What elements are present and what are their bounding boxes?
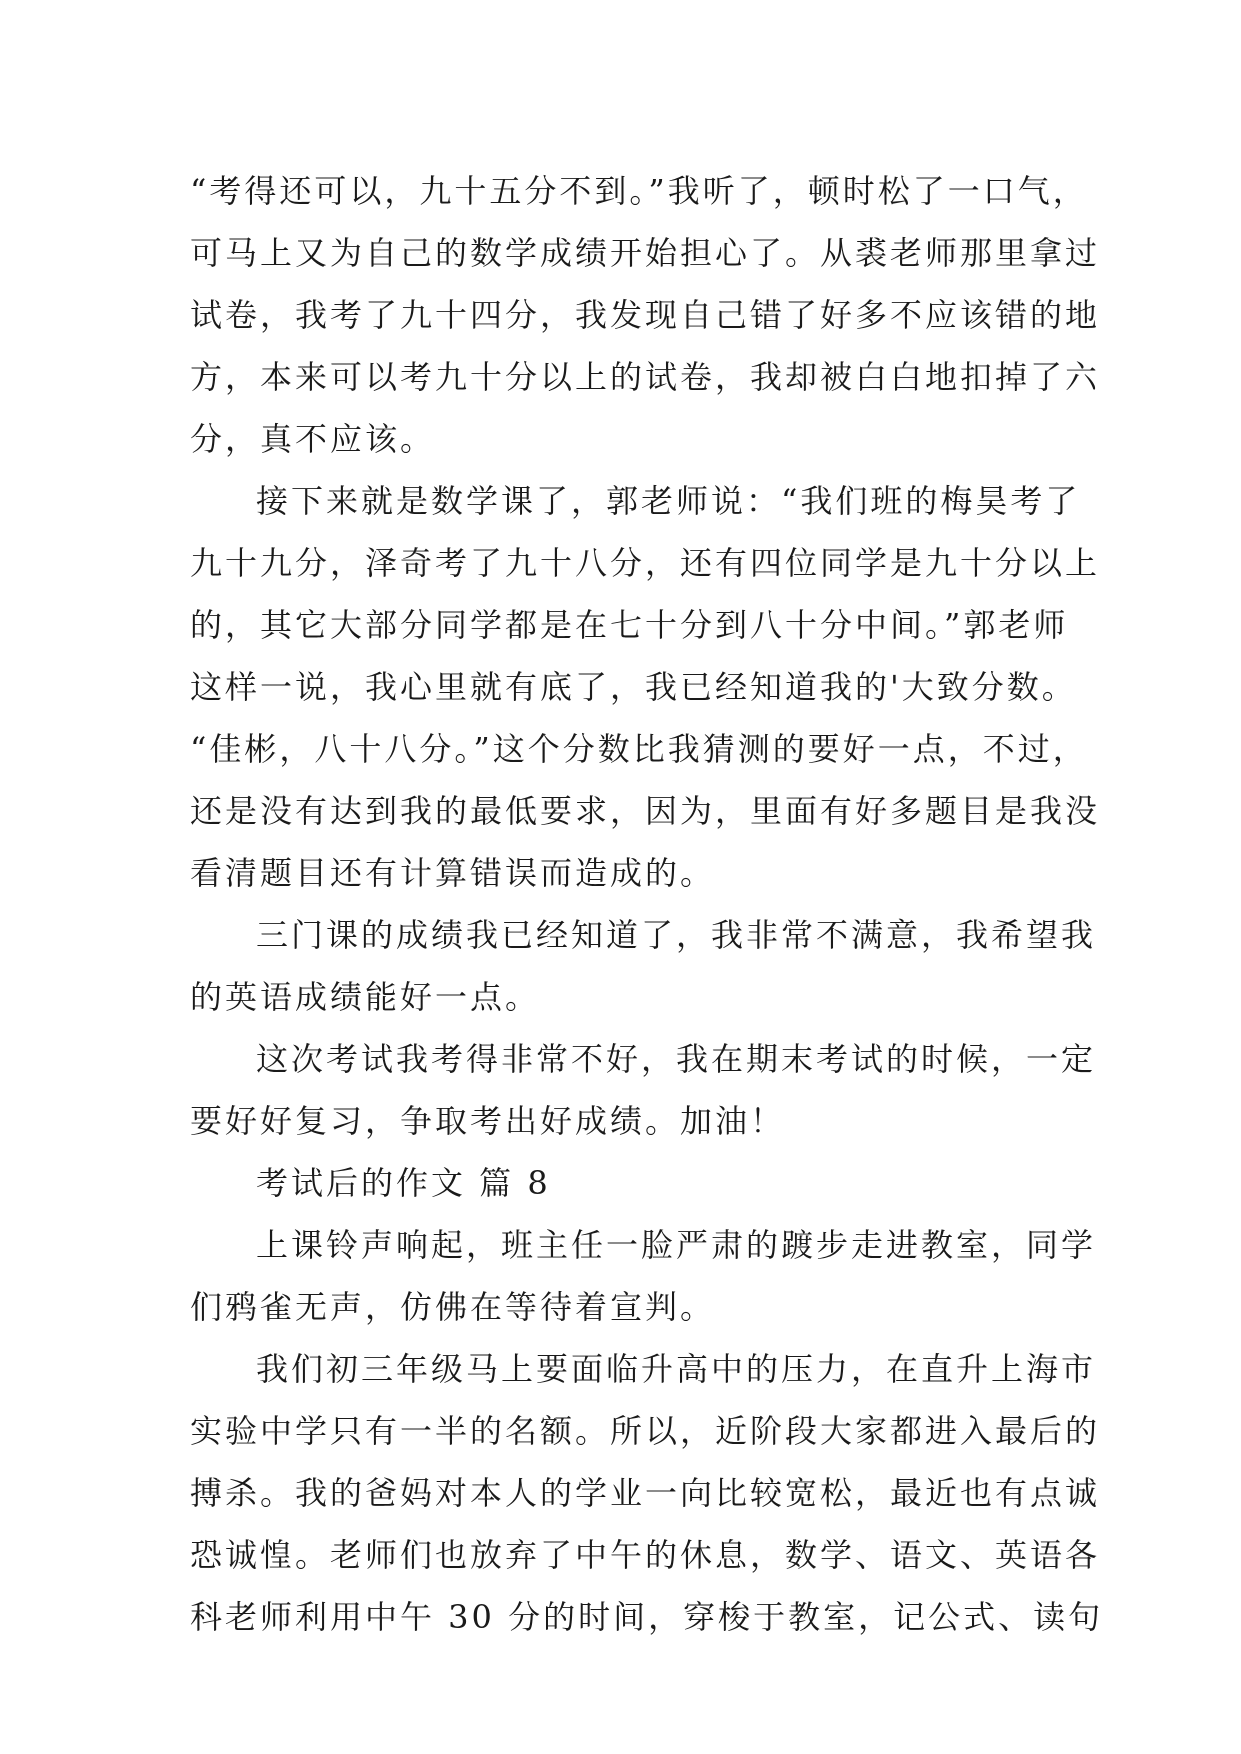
text-line-23: 恐诚惶。老师们也放弃了中午的休息，数学、语文、英语各 xyxy=(190,1536,1101,1574)
text-line-21: 实验中学只有一半的名额。所以，近阶段大家都进入最后的 xyxy=(190,1412,1101,1450)
text-line-14: 的英语成绩能好一点。 xyxy=(190,978,541,1016)
text-line-22: 搏杀。我的爸妈对本人的学业一向比较宽松，最近也有点诚 xyxy=(190,1474,1101,1512)
text-line-5: 分，真不应该。 xyxy=(190,420,436,458)
section-heading: 考试后的作文 篇 8 xyxy=(256,1164,551,1202)
text-line-12: 看清题目还有计算错误而造成的。 xyxy=(190,854,716,892)
text-line-7: 九十九分，泽奇考了九十八分，还有四位同学是九十分以上 xyxy=(190,544,1101,582)
text-line-18: 上课铃声响起，班主任一脸严肃的踱步走进教室，同学 xyxy=(256,1226,1097,1264)
text-line-16: 要好好复习，争取考出好成绩。加油！ xyxy=(190,1102,786,1140)
text-line-8: 的，其它大部分同学都是在七十分到八十分中间。”郭老师 xyxy=(190,606,1069,644)
text-line-10: “佳彬，八十八分。”这个分数比我猜测的要好一点，不过， xyxy=(190,730,1088,768)
text-line-6: 接下来就是数学课了，郭老师说：“我们班的梅昊考了 xyxy=(256,482,1081,520)
essay-text xyxy=(190,160,1104,1648)
text-line-2: 可马上又为自己的数学成绩开始担心了。从裘老师那里拿过 xyxy=(190,234,1101,272)
text-line-1: “考得还可以，九十五分不到。”我听了，顿时松了一口气， xyxy=(190,172,1088,210)
text-line-13: 三门课的成绩我已经知道了，我非常不满意，我希望我 xyxy=(256,916,1097,954)
text-line-9: 这样一说，我心里就有底了，我已经知道我的'大致分数。 xyxy=(190,668,1077,706)
text-line-15: 这次考试我考得非常不好，我在期末考试的时候，一定 xyxy=(256,1040,1097,1078)
text-line-11: 还是没有达到我的最低要求，因为，里面有好多题目是我没 xyxy=(190,792,1101,830)
text-line-24: 科老师利用中午 30 分的时间，穿梭于教室，记公式、读句 xyxy=(190,1598,1104,1636)
text-line-19: 们鸦雀无声，仿佛在等待着宣判。 xyxy=(190,1288,716,1326)
text-line-3: 试卷，我考了九十四分，我发现自己错了好多不应该错的地 xyxy=(190,296,1101,334)
text-line-20: 我们初三年级马上要面临升高中的压力，在直升上海市 xyxy=(256,1350,1097,1388)
text-line-4: 方，本来可以考九十分以上的试卷，我却被白白地扣掉了六 xyxy=(190,358,1101,396)
